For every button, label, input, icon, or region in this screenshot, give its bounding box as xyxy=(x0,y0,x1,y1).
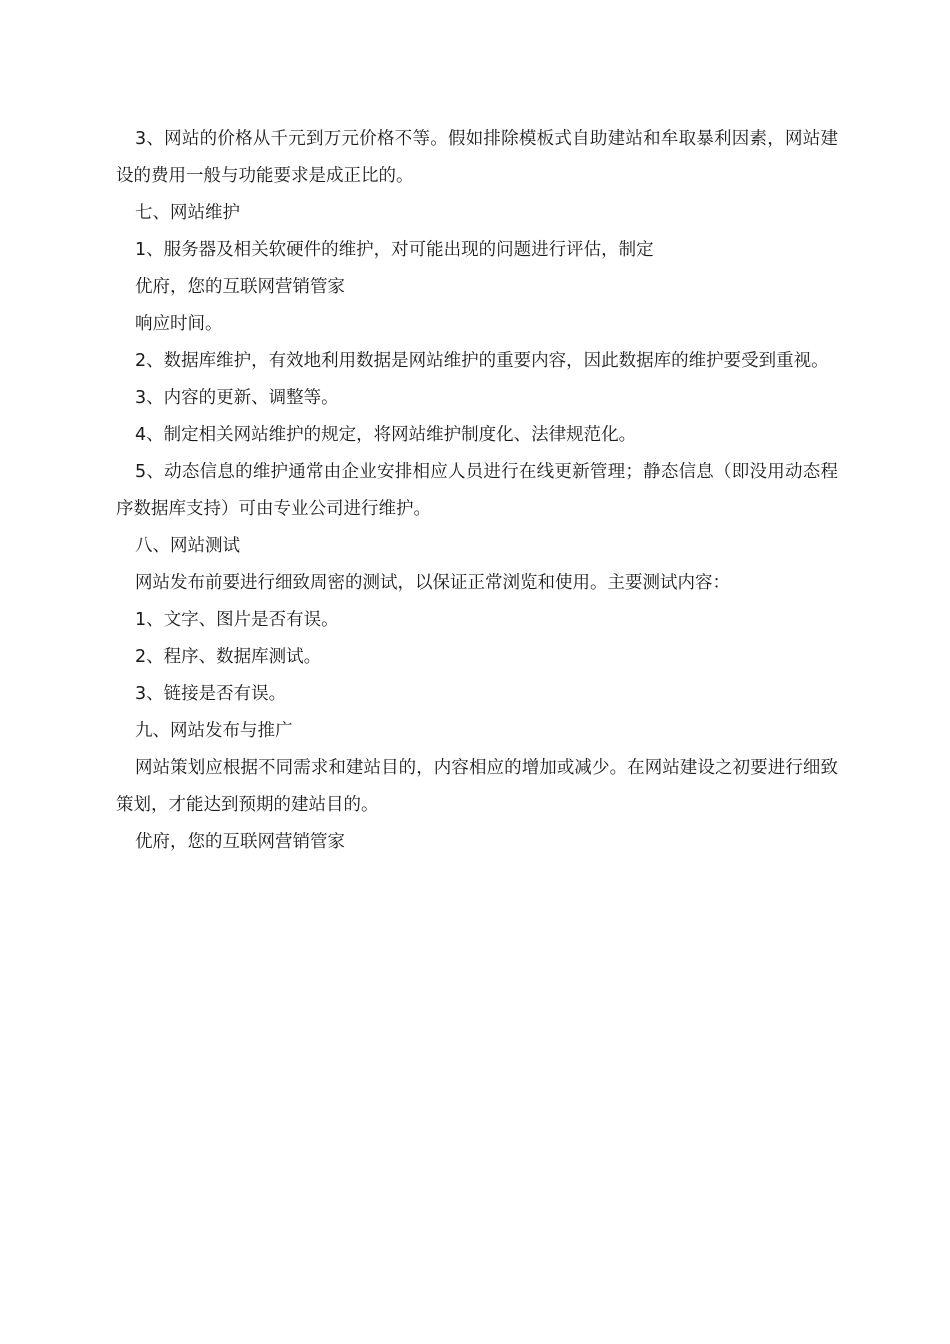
paragraph-maintenance-rules: 4、制定相关网站维护的规定，将网站维护制度化、法律规范化。 xyxy=(135,425,637,445)
paragraph-database-maintenance: 2、数据库维护，有效地利用数据是网站维护的重要内容，因此数据库的维护要受到重视。 xyxy=(135,351,829,371)
paragraph-dynamic-info: 5、动态信息的维护通常由企业安排相应人员进行在线更新管理；静态信息（即没用动态程序数据库支持）可由专业公司进行维护。 xyxy=(116,462,838,519)
paragraph-response-time: 响应时间。 xyxy=(135,314,223,334)
paragraph-content-update: 3、内容的更新、调整等。 xyxy=(135,388,339,408)
section-heading-testing: 八、网站测试 xyxy=(135,536,240,556)
section-heading-publish: 九、网站发布与推广 xyxy=(135,721,293,741)
paragraph-server-maintenance: 1、服务器及相关软硬件的维护，对可能出现的问题进行评估，制定 xyxy=(135,240,654,260)
section-heading-maintenance: 七、网站维护 xyxy=(135,203,240,223)
document-body xyxy=(116,121,838,861)
footer-tagline: 优府，您的互联网营销管家 xyxy=(135,277,345,297)
paragraph-website-price: 3、网站的价格从千元到万元价格不等。假如排除模板式自助建站和牟取暴利因素，网站建设的费用一般与功能要求是成正比的。 xyxy=(116,129,838,186)
paragraph-testing-intro: 网站发布前要进行细致周密的测试，以保证正常浏览和使用。主要测试内容： xyxy=(135,573,730,593)
list-item-links: 3、链接是否有误。 xyxy=(135,684,287,704)
footer-tagline-end: 优府，您的互联网营销管家 xyxy=(135,832,345,852)
list-item-program-db: 2、程序、数据库测试。 xyxy=(135,647,322,667)
paragraph-planning: 网站策划应根据不同需求和建站目的，内容相应的增加或减少。在网站建设之初要进行细致策划，才能达到预期的建站目的。 xyxy=(116,758,838,815)
list-item-text-images: 1、文字、图片是否有误。 xyxy=(135,610,339,630)
